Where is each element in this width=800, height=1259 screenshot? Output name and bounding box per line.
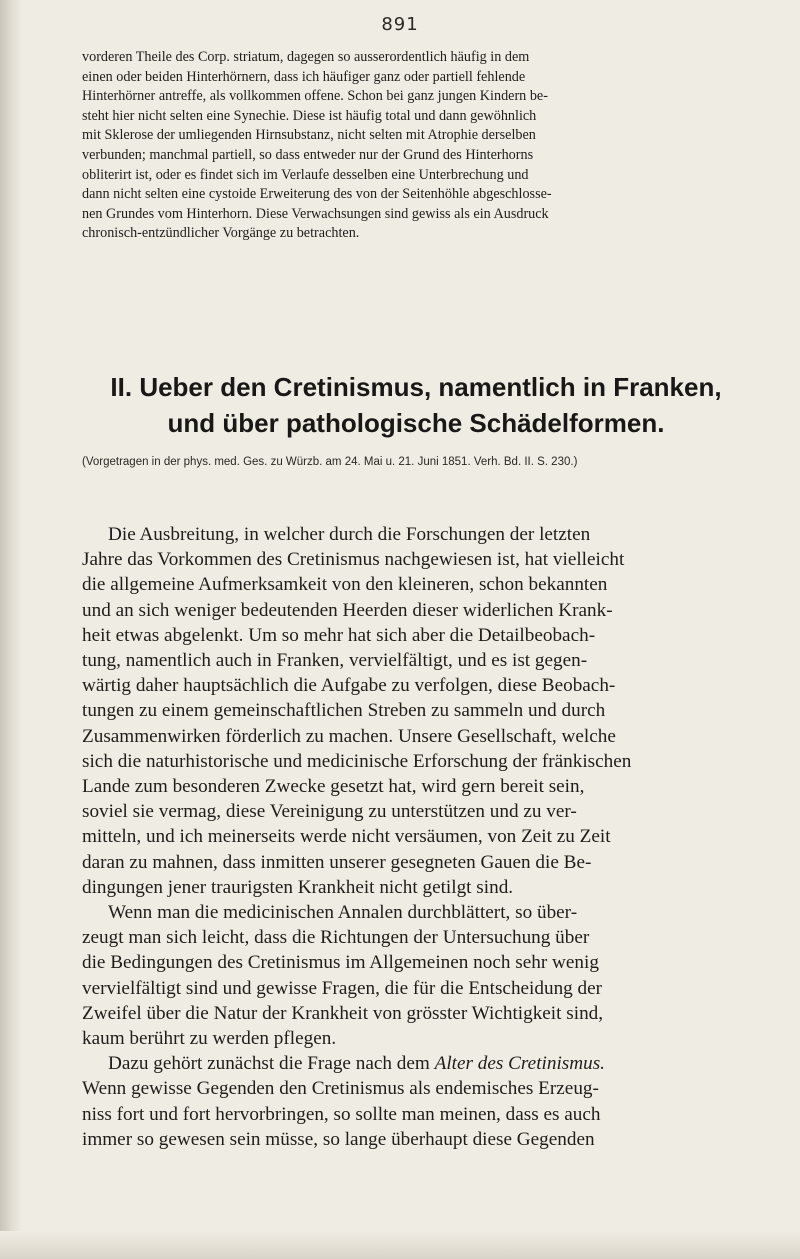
text-line: obliterirt ist, oder es findet sich im Verlaufe desselben eine Unterbrechung und bbox=[82, 166, 529, 183]
text-line: mit Sklerose der umliegenden Hirnsubstanz, nicht selten mit Atrophie derselben bbox=[82, 127, 536, 144]
text-line: steht hier nicht selten eine Synechie. Diese ist häufig total und dann gewöhnlich bbox=[82, 107, 537, 124]
text-line: immer so gewesen sein müsse, so lange überhaupt diese Gegenden bbox=[82, 1128, 595, 1150]
source-note: (Vorgetragen in der phys. med. Ges. zu Würzb. am 24. Mai u. 21. Juni 1851. Verh. Bd. II. S. 230.) bbox=[82, 456, 578, 468]
page-number: 891 bbox=[381, 14, 419, 35]
heading-line: und über pathologische Schädelformen. bbox=[167, 408, 665, 438]
text-line: zeugt man sich leicht, dass die Richtungen der Untersuchung über bbox=[82, 927, 590, 949]
text-line: Wenn gewisse Gegenden den Cretinismus als endemisches Erzeug- bbox=[82, 1078, 599, 1100]
text-line: die Bedingungen des Cretinismus im Allgemeinen noch sehr wenig bbox=[82, 952, 599, 974]
text-line: Jahre das Vorkommen des Cretinismus nachgewiesen ist, hat vielleicht bbox=[82, 549, 625, 571]
text-line: tungen zu einem gemeinschaftlichen Streben zu sammeln und durch bbox=[82, 700, 606, 722]
text-line: heit etwas abgelenkt. Um so mehr hat sich aber die Detailbeobach- bbox=[82, 624, 596, 646]
text-line: daran zu mahnen, dass inmitten unserer gesegneten Gauen die Be- bbox=[82, 851, 592, 873]
text-line: dingungen jener traurigsten Krankheit nicht getilgt sind. bbox=[82, 876, 514, 898]
heading-line: II. Ueber den Cretinismus, namentlich in Franken, bbox=[110, 372, 722, 402]
text-line: Zweifel über die Natur der Krankheit von grösster Wichtigkeit sind, bbox=[82, 1002, 604, 1024]
text-line: vervielfältigt sind und gewisse Fragen, die für die Entscheidung der bbox=[82, 977, 603, 999]
text-line: kaum berührt zu werden pflegen. bbox=[82, 1028, 337, 1050]
text-line: verbunden; manchmal partiell, so dass entweder nur der Grund des Hinterhorns bbox=[82, 146, 534, 163]
text-line: tung, namentlich auch in Franken, vervielfältigt, und es ist gegen- bbox=[82, 650, 588, 672]
text-line: die allgemeine Aufmerksamkeit von den kleineren, schon bekannten bbox=[82, 574, 608, 596]
text-line: Zusammenwirken förderlich zu machen. Unsere Gesellschaft, welche bbox=[82, 725, 616, 747]
text-line: chronisch-entzündlicher Vorgänge zu betrachten. bbox=[82, 225, 360, 242]
body-paragraphs bbox=[82, 522, 750, 1152]
text-line bbox=[82, 1051, 750, 1076]
text-line: soviel sie vermag, diese Vereinigung zu unterstützen und zu ver- bbox=[82, 801, 577, 823]
page-bottom-shadow bbox=[0, 1231, 800, 1259]
text-line: niss fort und fort hervorbringen, so sollte man meinen, dass es auch bbox=[82, 1103, 601, 1125]
text-line: vorderen Theile des Corp. striatum, dagegen so ausserordentlich häufig in dem bbox=[82, 49, 530, 65]
page-edge-shadow bbox=[0, 0, 22, 1259]
text-line: Wenn man die medicinischen Annalen durchblättert, so über- bbox=[108, 902, 578, 924]
text-line: Hinterhörner antreffe, als vollkommen offene. Schon bei ganz jungen Kindern be- bbox=[82, 88, 548, 105]
text-line: mitteln, und ich meinerseits werde nicht versäumen, von Zeit zu Zeit bbox=[82, 826, 611, 848]
text-line: wärtig daher hauptsächlich die Aufgabe zu verfolgen, diese Beobach- bbox=[82, 675, 616, 697]
text-line: sich die naturhistorische und medicinische Erforschung der fränkischen bbox=[82, 750, 632, 772]
text-line: und an sich weniger bedeutenden Heerden dieser widerlichen Krank- bbox=[82, 599, 613, 621]
italic-term: Alter des Cretinismus. bbox=[434, 1053, 605, 1075]
text-run: Dazu gehört zunächst die Frage nach dem bbox=[108, 1053, 435, 1075]
text-line: dann nicht selten eine cystoide Erweiterung des von der Seitenhöhle abgeschlosse- bbox=[82, 186, 552, 203]
text-line: nen Grundes vom Hinterhorn. Diese Verwachsungen sind gewiss als ein Ausdruck bbox=[82, 205, 549, 222]
text-line: einen oder beiden Hinterhörnern, dass ich häufiger ganz oder partiell fehlende bbox=[82, 68, 526, 85]
text-line: Lande zum besonderen Zwecke gesetzt hat, wird gern bereit sein, bbox=[82, 776, 585, 798]
text-line: Die Ausbreitung, in welcher durch die Forschungen der letzten bbox=[108, 524, 591, 545]
intro-paragraph bbox=[82, 48, 750, 244]
section-heading bbox=[82, 369, 750, 441]
